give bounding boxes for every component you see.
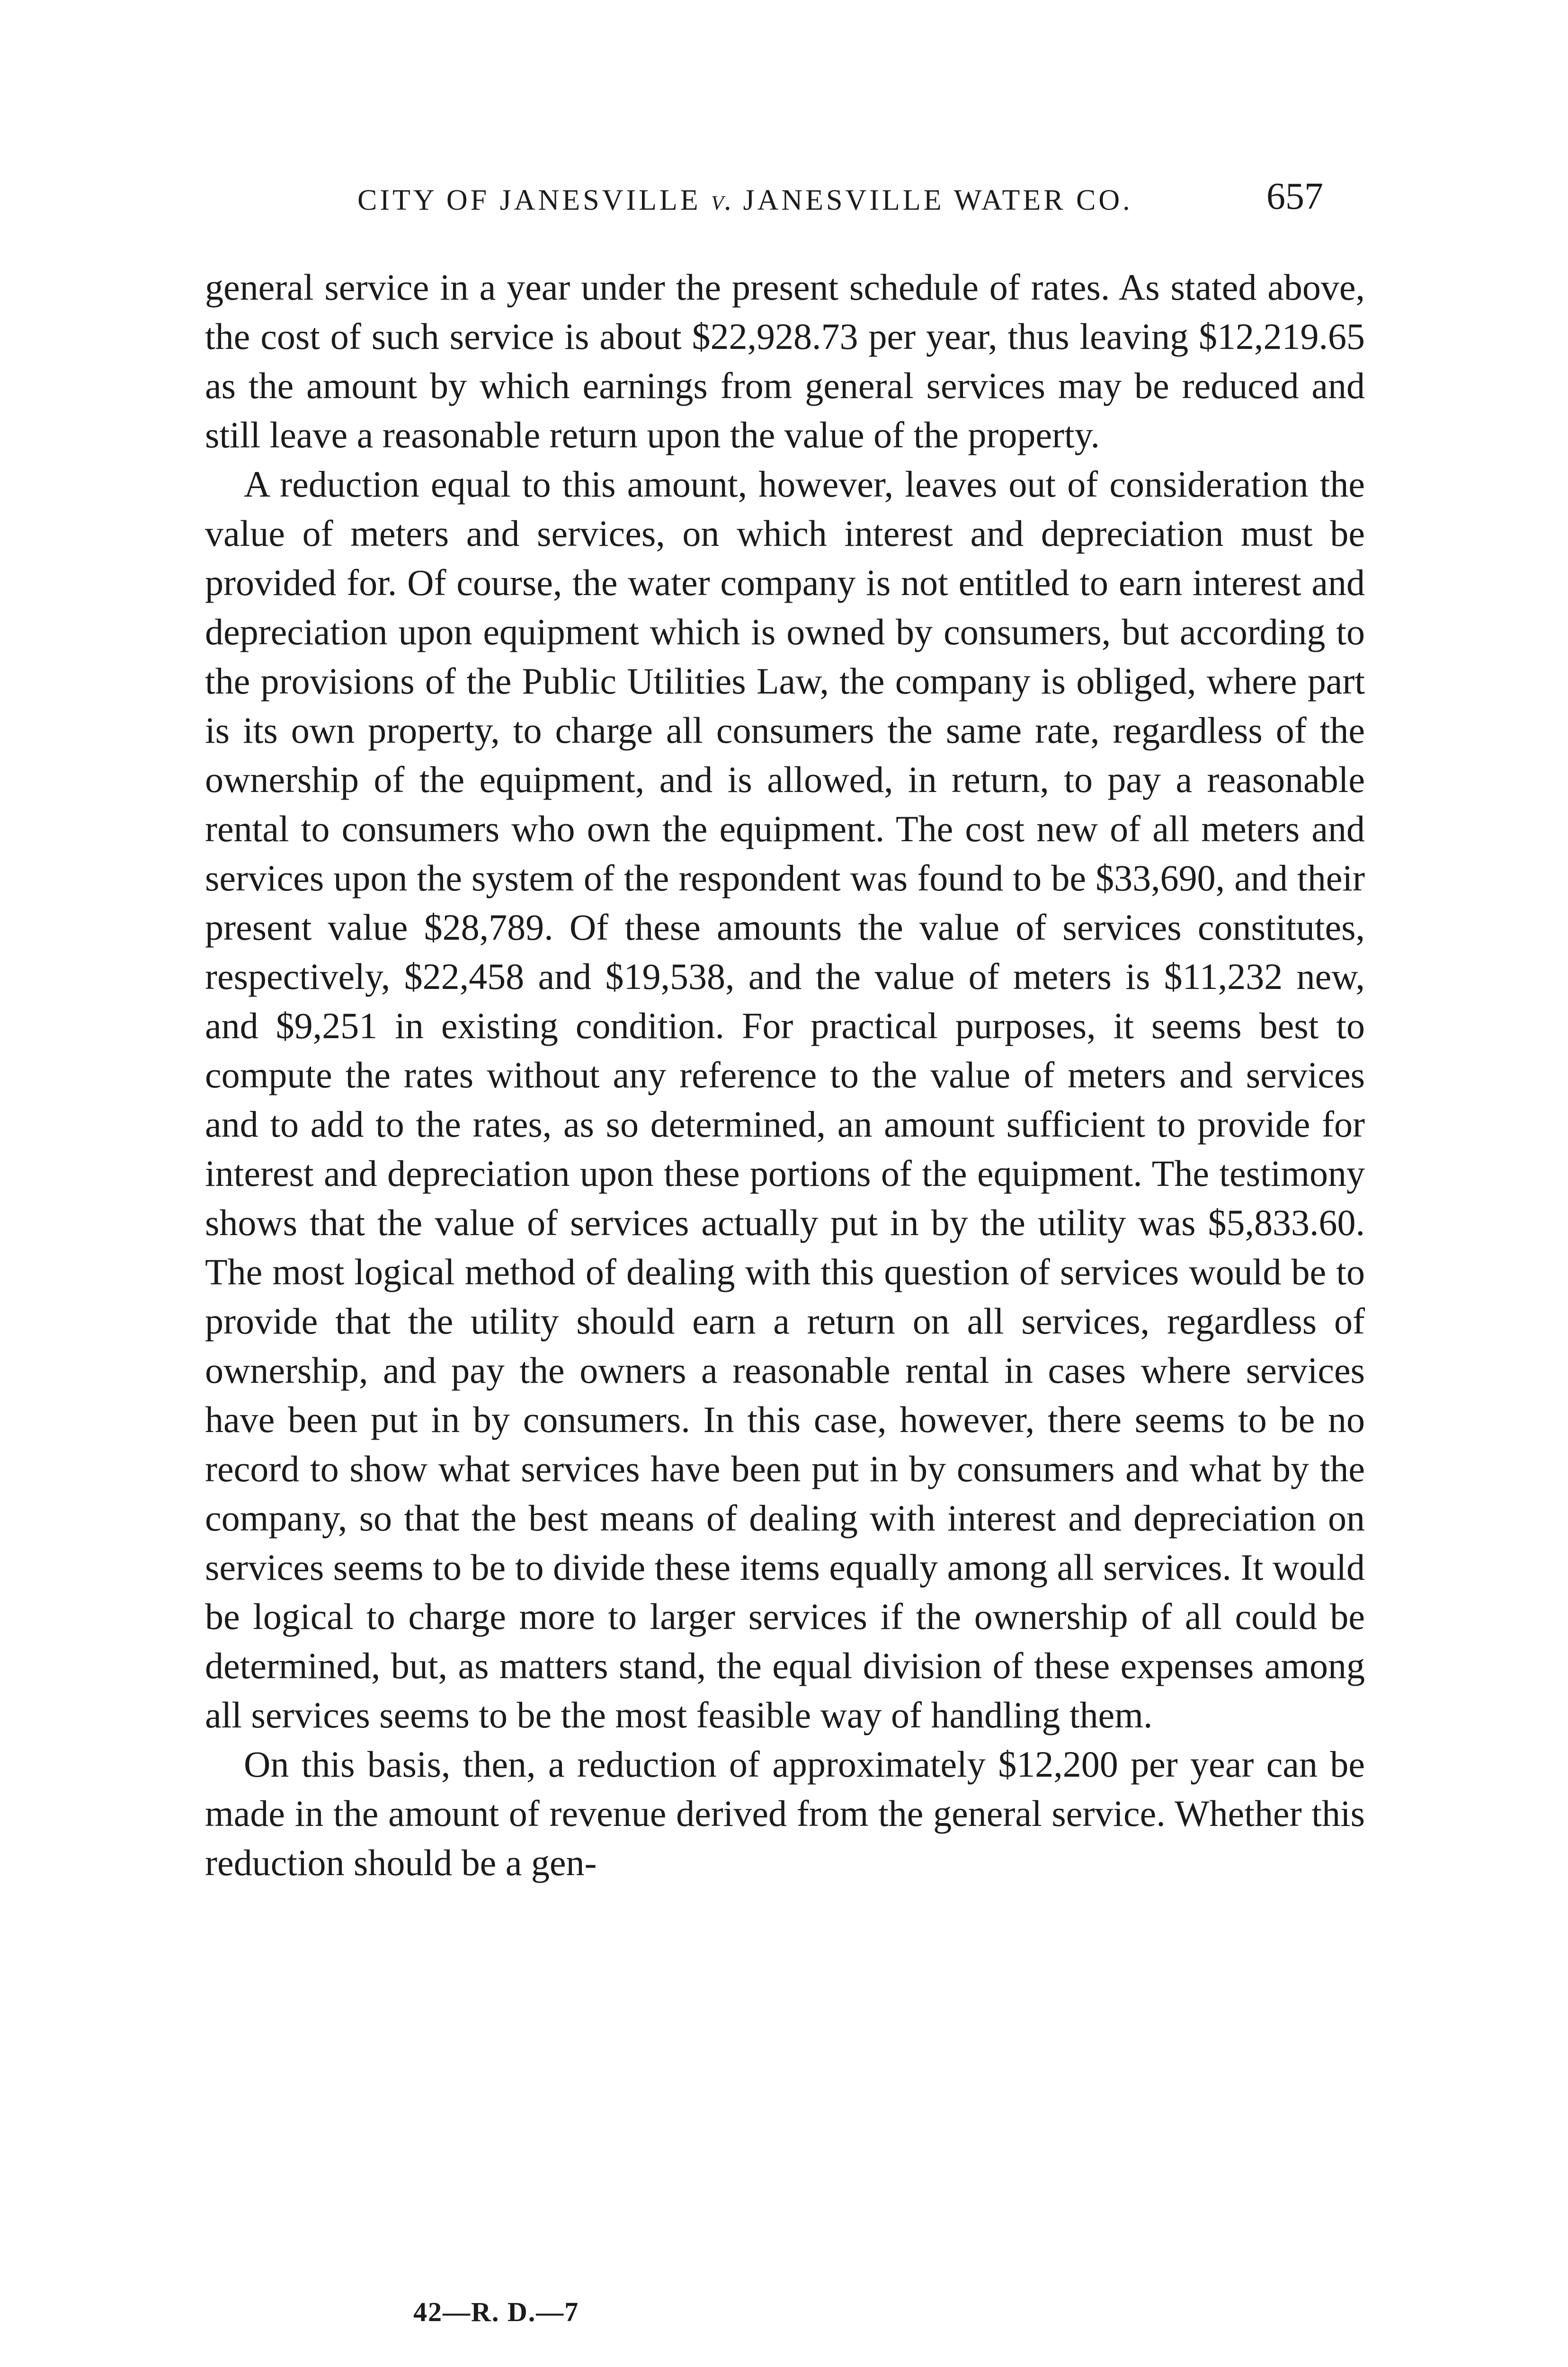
- running-title-versus: v.: [711, 184, 733, 216]
- paragraph-2: A reduction equal to this amount, however, leaves out of consideration the value of meters and services, on which interest and depreciation must be provided for. Of course, the water company is not entitled to earn interest and depreciation upon equipment which is owned by consumers, but according to the provisions of the Public Utilities Law, the company is obliged, where part is its own property, to charge all consumers the same rate, regardless of the ownership of the equipment, and is allowed, in return, to pay a reasonable rental to consumers who own the equipment. The cost new of all meters and services upon the system of the respondent was found to be $33,690, and their present value $28,789. Of these amounts the value of services constitutes, respectively, $22,458 and $19,538, and the value of meters is $11,232 new, and $9,251 in existing condition. For practical purposes, it seems best to compute the rates without any reference to the value of meters and services and to add to the rates, as so determined, an amount sufficient to provide for interest and depreciation upon these portions of the equipment. The testimony shows that the value of services actually put in by the utility was $5,833.60. The most logical method of dealing with this question of services would be to provide that the utility should earn a return on all services, regardless of ownership, and pay the owners a reasonable rental in cases where services have been put in by consumers. In this case, however, there seems to be no record to show what services have been put in by consumers and what by the company, so that the best means of dealing with interest and depreciation on services seems to be to divide these items equally among all services. It would be logical to charge more to larger services if the ownership of all could be determined, but, as matters stand, the equal division of these expenses among all services seems to be the most feasible way of handling them.: [205, 463, 1365, 1735]
- running-title-part2: JANESVILLE WATER CO.: [743, 184, 1133, 216]
- signature-mark: 42—R. D.—7: [413, 2296, 579, 2327]
- page-number: 657: [1266, 176, 1323, 217]
- paragraph-3: On this basis, then, a reduction of approximately $12,200 per year can be made in the amount of revenue derived from the general service. Whether this reduction should be a gen-: [205, 1744, 1365, 1883]
- running-head: [357, 184, 1133, 217]
- running-title-part1: CITY OF JANESVILLE: [357, 184, 701, 216]
- paragraph-1: general service in a year under the present schedule of rates. As stated above, the cost of such service is about $22,928.73 per year, thus leaving $12,219.65 as the amount by which earnings from general services may be reduced and still leave a reasonable return upon the value of the property.: [205, 267, 1365, 455]
- body-text: [205, 263, 1365, 1887]
